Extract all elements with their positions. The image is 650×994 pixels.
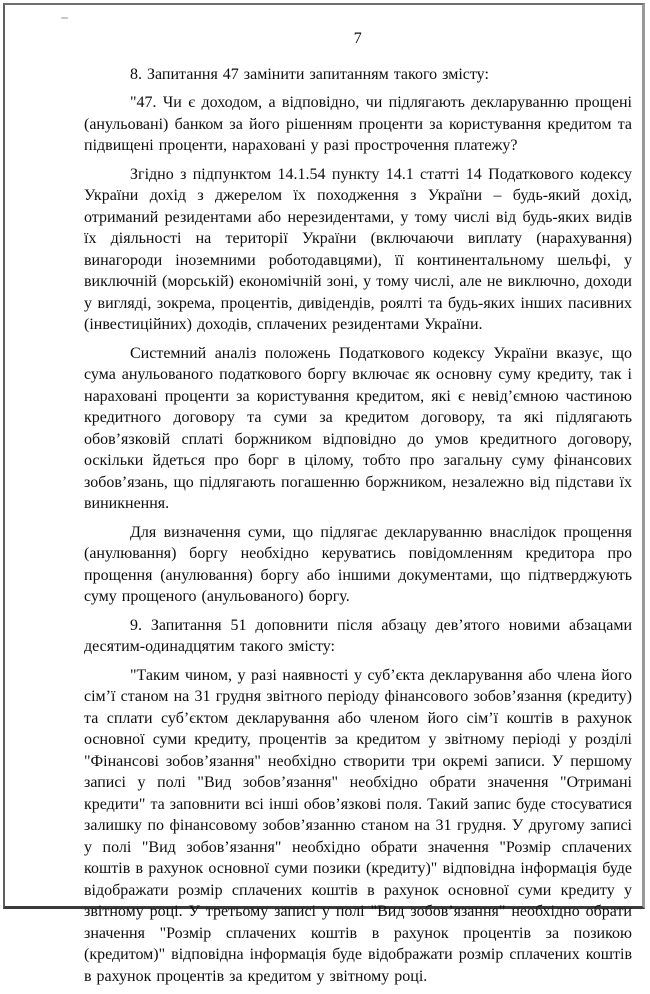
paragraph-item-9: 9. Запитання 51 доповнити після абзацу дев’ятого новими абзацами десятим-одинадцятим такого змісту: bbox=[84, 616, 632, 655]
paragraph-item-8: 8. Запитання 47 замінити запитанням такого змісту: bbox=[130, 65, 489, 83]
paragraph-tax-code-definition: Згідно з підпунктом 14.1.54 пункту 14.1 статті 14 Податкового кодексу України дохід з джерелом їх походження з України – будь-який дохід, отриманий резидентами або нерезидентами, у тому числі від будь-яких видів їх діяльності на території України (включаючи виплату (нарахування) винагороди іноземними роботодавцями), її континентальному шельфі, у виключній (морській) економічній зоні, у тому числі, але не виключно, доходи у вигляді, зокрема, процентів, дивідендів, роялті та будь-яких інших пасивних (інвестиційних) доходів, сплачених резидентами України. bbox=[84, 165, 632, 333]
paragraph-system-analysis: Системний аналіз положень Податкового кодексу України вказує, що сума анульованого податкового боргу включає як основну суму кредиту, так і нараховані проценти за користування кредитом, які є невід’ємною частиною кредитного договору та суми за кредитом договору, та які підлягають обов’язковій сплаті боржником відповідно до умов кредитного договору, оскільки йдеться про борг в цілому, тобто про загальну суму фінансових зобов’язань, що підлягають погашенню боржником, незалежно від підстави їх виникнення. bbox=[84, 344, 632, 512]
page-number: 7 bbox=[353, 30, 363, 47]
paragraph-question-47: "47. Чи є доходом, а відповідно, чи підлягають декларуванню прощені (анульовані) банком за його рішенням проценти за користування кредитом та підвищені проценти, нараховані у разі прострочення платежу? bbox=[84, 94, 632, 154]
document-page bbox=[84, 0, 632, 994]
paragraph-question-51-instructions: "Таким чином, у разі наявності у суб’єкта декларування або члена його сім’ї станом на 31 грудня звітного періоду фінансового зобов’язання (кредиту) та сплати суб’єктом декларування або членом його сім’ї коштів в рахунок основної суми кредиту, процентів за кредитом у звітному періоді у розділі "Фінансові зобов’язання" необхідно створити три окремі записи. У першому записі у полі "Вид зобов’язання" необхідно обрати значення "Отримані кредити" та заповнити всі інші обов’язкові поля. Такий запис буде стосуватися залишку по фінансовому зобов’язанню станом на 31 грудня. У другому записі у полі "Вид зобов’язання" необхідно обрати значення "Розмір сплачених коштів в рахунок основної суми позики (кредиту)" відповідна інформація буде відображати розмір сплачених коштів в рахунок основної суми кредиту у звітному році. У третьому записі у полі "Вид зобов’язання" необхідно обрати значення "Розмір сплачених коштів в рахунок процентів за позикою (кредитом)" відповідна інформація буде відображати розмір сплачених коштів в рахунок процентів за кредитом у звітному році. bbox=[84, 666, 632, 985]
scan-artifact-mark bbox=[61, 17, 68, 19]
paragraph-sum-determination: Для визначення суми, що підлягає декларуванню внаслідок прощення (анулювання) боргу необхідно керуватись повідомленням кредитора про прощення (анулювання) боргу або іншими документами, що підтверджують суму прощеного (анульованого) боргу. bbox=[84, 523, 632, 605]
